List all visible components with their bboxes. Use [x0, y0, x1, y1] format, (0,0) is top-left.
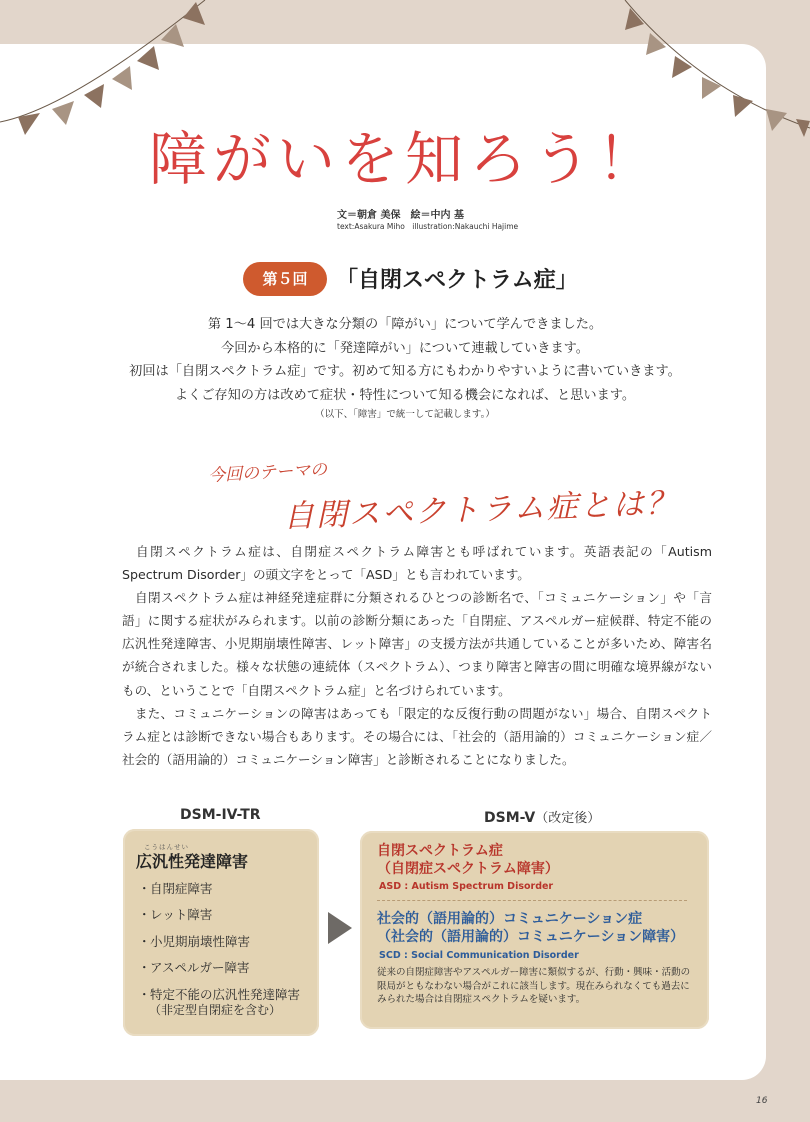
episode-badge: 第５回 [243, 262, 327, 296]
list-item: ・自閉症障害 [138, 881, 213, 896]
dsm-v-label: DSM-V [484, 810, 536, 826]
credits [337, 210, 518, 231]
scd-title: 社会的（語用論的）コミュニケーション症 （社会的（語用論的）コミュニケーション障害） [377, 911, 685, 945]
body-paragraph: 自閉スペクトラム症は神経発達症群に分類されるひとつの診断名で、「コミュニケーション」や「言語」に関する症状がみられます。以前の診断分類にあった「自閉症、アスペルガー症候群、特定不能の広汎性発達障害、小児期崩壊性障害、レット障害」の支援方法が共通していることが多いため、障害名が統合されました。様々な状態の連続体（スペクトラム）、つまり障害と障害の間に明確な境界線がないもの、ということで「自閉スペクトラム症」と名づけられています。 [122, 590, 712, 698]
asd-english: ASD : Autism Spectrum Disorder [379, 881, 554, 892]
dsm-iv-heading: DSM-IV-TR [180, 807, 261, 823]
intro-section [0, 313, 810, 423]
divider [377, 900, 687, 901]
intro-line: 今回から本格的に「発達障がい」について連載していきます。 [221, 340, 589, 356]
list-item: ・レット障害 [138, 907, 213, 923]
body-text [122, 540, 712, 771]
episode-title: 「自閉スペクトラム症」 [336, 268, 578, 293]
pdd-heading: 広汎性発達障害 [136, 852, 249, 871]
page-number: 16 [756, 1096, 768, 1106]
page-title: 障がいを知ろう！ [148, 125, 661, 193]
body-paragraph: 自閉スペクトラム症は、自閉症スペクトラム障害とも呼ばれています。英語表記の「Autism Spectrum Disorder」の頭文字をとって「ASD」とも言われています。 [122, 544, 713, 583]
scd-english: SCD : Social Communication Disorder [379, 950, 579, 961]
list-item: ・小児期崩壊性障害 [138, 933, 251, 949]
credits-jp: 文＝朝倉 美保 絵＝中内 基 [337, 210, 464, 221]
intro-line: 初回は「自閉スペクトラム症」です。初めて知る方にもわかりやすいように書いていきます。 [129, 364, 681, 379]
asd-title: 自閉スペクトラム症 （自閉症スペクトラム障害） [377, 843, 559, 877]
intro-note: （以下、「障害」で統一して記載します。） [315, 409, 495, 420]
body-paragraph: また、コミュニケーションの障害はあっても「限定的な反復行動の問題がない」場合、自閉スペクトラム症とは診断できない場合もあります。その場合には、「社会的（語用論的）コミュニケーション症／社会的（語用論的）コミュニケーション障害」と診断されることになりました。 [122, 705, 713, 767]
intro-line: 第 1〜4 回では大きな分類の「障がい」について学んできました。 [207, 317, 603, 332]
dsm-v-sub: （改定後） [535, 811, 601, 826]
scd-description: 従来の自閉症障害やアスペルガー障害に類似するが、行動・興味・活動の限局がともなわない場合がこれに該当します。現在みられなくても過去にみられた場合は自閉症スペクトラムを疑います。 [377, 967, 691, 1005]
theme-title: 自閉スペクトラム症とは？ [282, 485, 680, 535]
credits-en: text:Asakura Miho illustration:Nakauchi Hajime [337, 222, 519, 231]
list-item: ・特定不能の広汎性発達障害 [138, 986, 301, 1002]
list-item: ・アスペルガー障害 [138, 960, 250, 976]
pdd-list-sub: （非定型自閉症を含む） [149, 1003, 282, 1017]
intro-line: よくご存知の方は改めて症状・特性について知る機会になれば、と思います。 [174, 387, 636, 403]
pdd-list [138, 876, 300, 1008]
arrow-right-icon [328, 912, 352, 944]
dsm-v-heading [484, 807, 600, 826]
ruby-reading: こうはんせい [144, 843, 189, 851]
theme-label: 今回のテーマの [207, 459, 328, 487]
